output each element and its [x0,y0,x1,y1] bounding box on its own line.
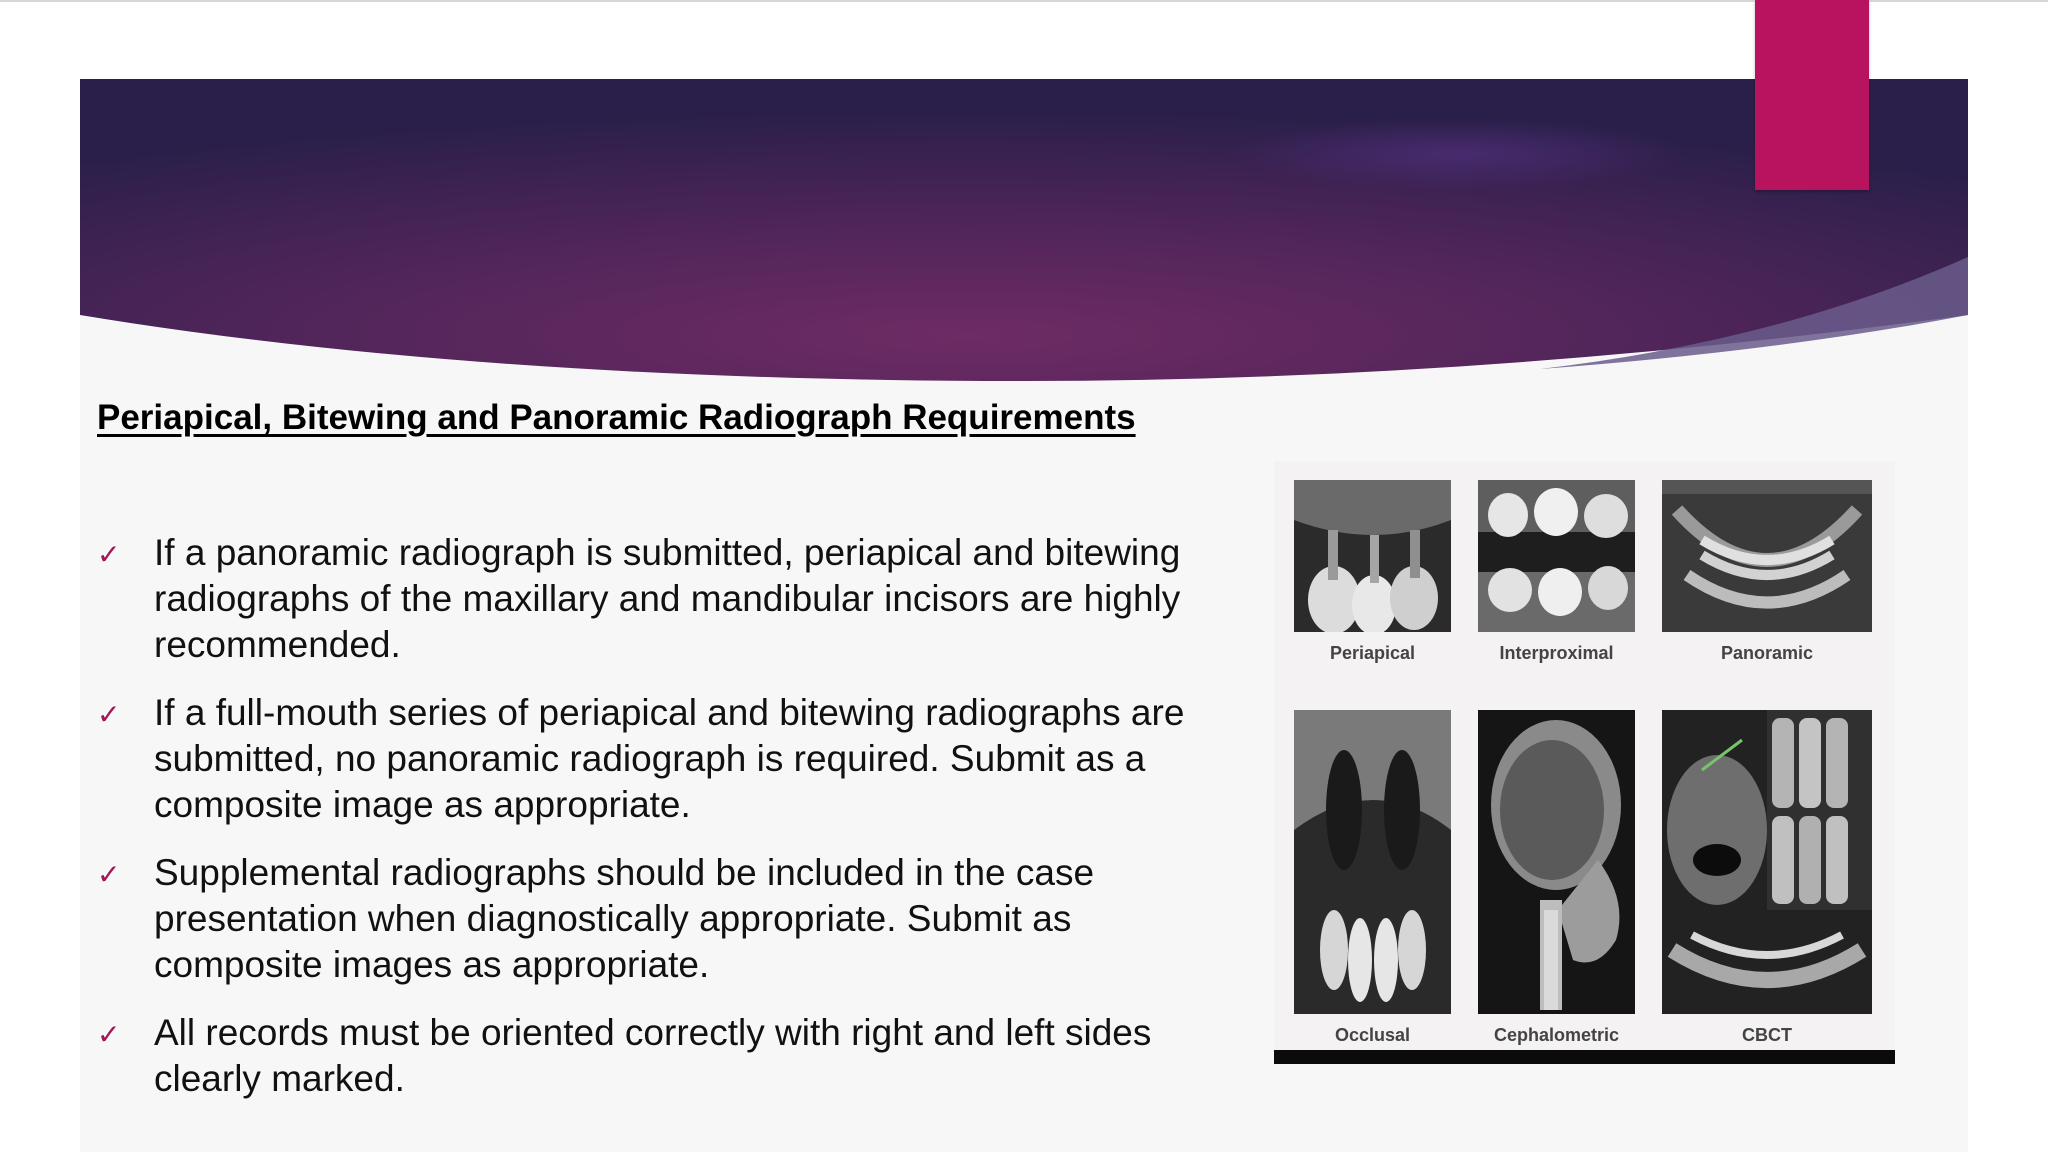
periapical-radiograph [1294,480,1451,632]
caption-panoramic: Panoramic [1720,643,1814,663]
slide-heading: Periapical, Bitewing and Panoramic Radiograph Requirements [97,398,1136,437]
bullet-text: If a panoramic radiograph is submitted, periapical and bitewing radiographs of the maxillary and mandibular incisors are highly recommended. [154,532,1181,665]
check-icon: ✓ [97,1019,121,1050]
requirements-list [97,530,1237,1124]
accent-tab [1755,0,1869,190]
interproximal-radiograph [1478,480,1635,632]
panoramic-radiograph [1662,480,1872,632]
list-item [97,1010,1237,1102]
check-icon: ✓ [97,859,121,890]
bullet-text: All records must be oriented correctly with right and left sides clearly marked. [154,1012,1152,1099]
caption-periapical: Periapical [1329,643,1416,663]
header-banner [80,79,1968,383]
caption-cephalometric: Cephalometric [1493,1025,1620,1045]
list-item [97,530,1237,668]
cbct-radiograph [1662,710,1872,1014]
caption-cbct: CBCT [1742,1025,1792,1045]
caption-interproximal: Interproximal [1499,643,1614,663]
radiograph-types-figure [1274,461,1895,1064]
bullet-text: Supplemental radiographs should be included in the case presentation when diagnostically appropriate. Submit as composite images as appropriate. [154,852,1095,985]
list-item [97,690,1237,828]
bullet-text: If a full-mouth series of periapical and bitewing radiographs are submitted, no panoramic radiograph is required. Submit as a composite image as appropriate. [154,692,1185,825]
check-icon: ✓ [97,699,121,730]
figure-bottom-bar [1274,1050,1895,1064]
list-item [97,850,1237,988]
caption-occlusal: Occlusal [1334,1025,1411,1045]
cephalometric-radiograph [1478,710,1635,1014]
check-icon: ✓ [97,539,121,570]
occlusal-radiograph [1294,710,1451,1014]
top-divider [0,0,2048,2]
